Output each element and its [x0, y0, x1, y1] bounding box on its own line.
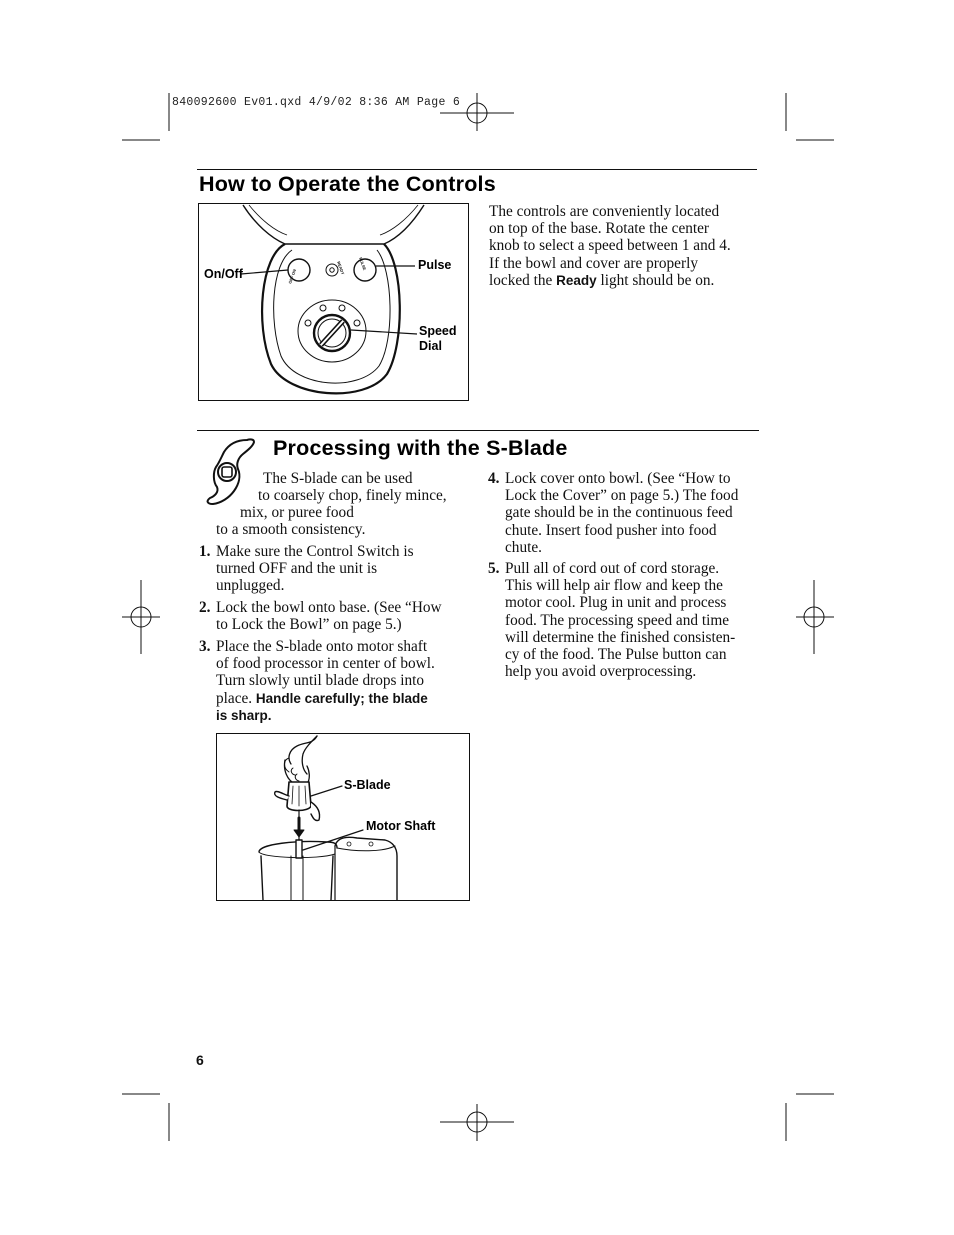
label-s-blade: S-Blade	[344, 778, 391, 792]
page-number: 6	[196, 1052, 204, 1068]
sblade-install-illustration	[217, 734, 469, 900]
controls-paragraph: The controls are conveniently located on top of the base. Rotate the center knob to select a speed between 1 and 4. If the bowl and cover are properly locked the Ready light should be on.	[489, 203, 731, 289]
section-rule-controls	[197, 169, 757, 170]
step-5: 5. Pull all of cord out of cord storage. This will help air flow and keep the motor cool. Plug in unit and process food. The processing speed and time will determine the finished consisten- cy of the food. The Pulse button can help you avoid overprocessing.	[488, 560, 736, 681]
s-blade-icon	[203, 436, 257, 508]
step-1: 1. Make sure the Control Switch is turned OFF and the unit is unplugged.	[199, 543, 414, 595]
file-slug: 840092600 Ev01.qxd 4/9/02 8:36 AM Page 6	[172, 96, 461, 109]
section-rule-sblade	[197, 430, 759, 431]
label-motor-shaft: Motor Shaft	[366, 819, 436, 833]
svg-text:PULSE: PULSE	[358, 256, 368, 271]
control-panel-illustration	[199, 204, 468, 400]
sharp-warning-cont: is sharp.	[216, 707, 272, 723]
ready-term: Ready	[556, 272, 597, 288]
step-2: 2. Lock the bowl onto base. (See “How to Lock the Bowl” on page 5.)	[199, 599, 442, 634]
registration-target-left	[122, 580, 160, 654]
sblade-heading: Processing with the S-Blade	[273, 436, 568, 460]
label-pulse: Pulse	[418, 258, 452, 272]
step-4: 4. Lock cover onto bowl. (See “How to Lock the Cover” on page 5.) The food gate should be in the continuous feed chute. Insert food pusher into food chute.	[488, 470, 739, 556]
registration-target-right	[796, 580, 834, 654]
registration-target-bottom	[440, 1104, 514, 1141]
sharp-warning: Handle carefully; the blade	[255, 690, 428, 706]
svg-text:READY: READY	[336, 260, 346, 276]
svg-text:OFF ON: OFF ON	[287, 268, 298, 285]
step-3: 3. Place the S-blade onto motor shaft of food processor in center of bowl. Turn slowly until blade drops into place. Handle carefully; the blade is sharp.	[199, 638, 464, 724]
sblade-figure	[216, 733, 470, 901]
controls-figure	[198, 203, 469, 401]
label-on-off: On/Off	[204, 267, 243, 281]
controls-heading: How to Operate the Controls	[199, 172, 496, 196]
label-speed-dial: Speed Dial	[419, 324, 457, 353]
